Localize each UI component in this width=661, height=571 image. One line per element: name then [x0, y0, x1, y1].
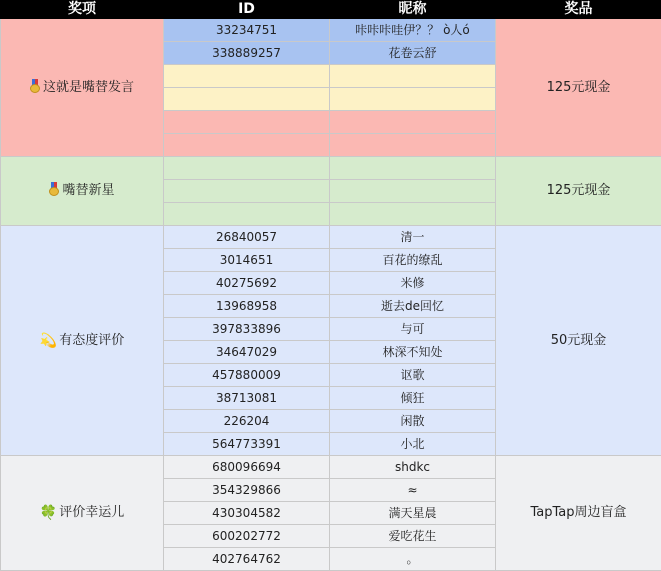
nickname-cell: 清一	[330, 226, 496, 249]
award-name: 有态度评价	[59, 332, 125, 348]
id-cell: 38713081	[164, 387, 330, 410]
nickname-cell	[330, 134, 496, 157]
nickname-cell: 米修	[330, 272, 496, 295]
id-cell: 33234751	[164, 19, 330, 42]
id-cell: 34647029	[164, 341, 330, 364]
id-cell: 430304582	[164, 502, 330, 525]
header-id: ID	[164, 1, 330, 19]
award-group-cell	[1, 19, 164, 157]
award-group-cell	[1, 456, 164, 571]
header-prize: 奖品	[496, 1, 661, 19]
nickname-cell: 爱吃花生	[330, 525, 496, 548]
award-name: 这就是嘴替发言	[42, 79, 134, 95]
id-cell	[164, 65, 330, 88]
id-cell	[164, 111, 330, 134]
id-cell: 457880009	[164, 364, 330, 387]
nickname-cell: 花卷云舒	[330, 42, 496, 65]
nickname-cell: ≈	[330, 479, 496, 502]
nickname-cell: 满天星晨	[330, 502, 496, 525]
nickname-cell	[330, 88, 496, 111]
nickname-cell	[330, 157, 496, 180]
nickname-cell: 百花的缭乱	[330, 249, 496, 272]
nickname-cell	[330, 203, 496, 226]
table-row	[1, 19, 661, 42]
nickname-cell: 倾狂	[330, 387, 496, 410]
nickname-cell: 与可	[330, 318, 496, 341]
nickname-cell: 逝去de回忆	[330, 295, 496, 318]
header-row	[1, 1, 661, 19]
table-row	[1, 456, 661, 479]
award-name: 评价幸运儿	[59, 505, 125, 520]
table-row	[1, 226, 661, 249]
id-cell: 354329866	[164, 479, 330, 502]
nickname-cell: 咔咔咔哇伊？？ ò人ó	[330, 19, 496, 42]
id-cell	[164, 203, 330, 226]
prize-cell: TapTap周边盲盒	[496, 456, 661, 571]
nickname-cell	[330, 65, 496, 88]
id-cell: 397833896	[164, 318, 330, 341]
medal-icon	[49, 182, 59, 196]
id-cell: 564773391	[164, 433, 330, 456]
id-cell: 13968958	[164, 295, 330, 318]
nickname-cell	[330, 111, 496, 134]
prize-cell: 50元现金	[496, 226, 661, 456]
medal-icon	[30, 79, 40, 93]
id-cell: 3014651	[164, 249, 330, 272]
id-cell	[164, 88, 330, 111]
header-award: 奖项	[1, 1, 164, 19]
nickname-cell: 小北	[330, 433, 496, 456]
award-name: 嘴替新星	[62, 183, 115, 198]
id-cell	[164, 157, 330, 180]
prize-cell: 125元现金	[496, 19, 661, 157]
id-cell: 226204	[164, 410, 330, 433]
id-cell: 600202772	[164, 525, 330, 548]
nickname-cell: 闲散	[330, 410, 496, 433]
prize-cell: 125元现金	[496, 157, 661, 226]
nickname-cell: 。	[330, 548, 496, 571]
dizzy-icon: 💫	[39, 332, 58, 349]
id-cell: 338889257	[164, 42, 330, 65]
nickname-cell: 讴歌	[330, 364, 496, 387]
award-group-cell	[1, 226, 164, 456]
clover-icon: 🍀	[39, 505, 58, 521]
id-cell: 26840057	[164, 226, 330, 249]
header-nickname: 昵称	[330, 1, 496, 19]
nickname-cell: 林深不知处	[330, 341, 496, 364]
id-cell	[164, 134, 330, 157]
award-group-cell	[1, 157, 164, 226]
id-cell	[164, 180, 330, 203]
id-cell: 402764762	[164, 548, 330, 571]
nickname-cell	[330, 180, 496, 203]
id-cell: 680096694	[164, 456, 330, 479]
table-row	[1, 157, 661, 180]
id-cell: 40275692	[164, 272, 330, 295]
nickname-cell: shdkc	[330, 456, 496, 479]
